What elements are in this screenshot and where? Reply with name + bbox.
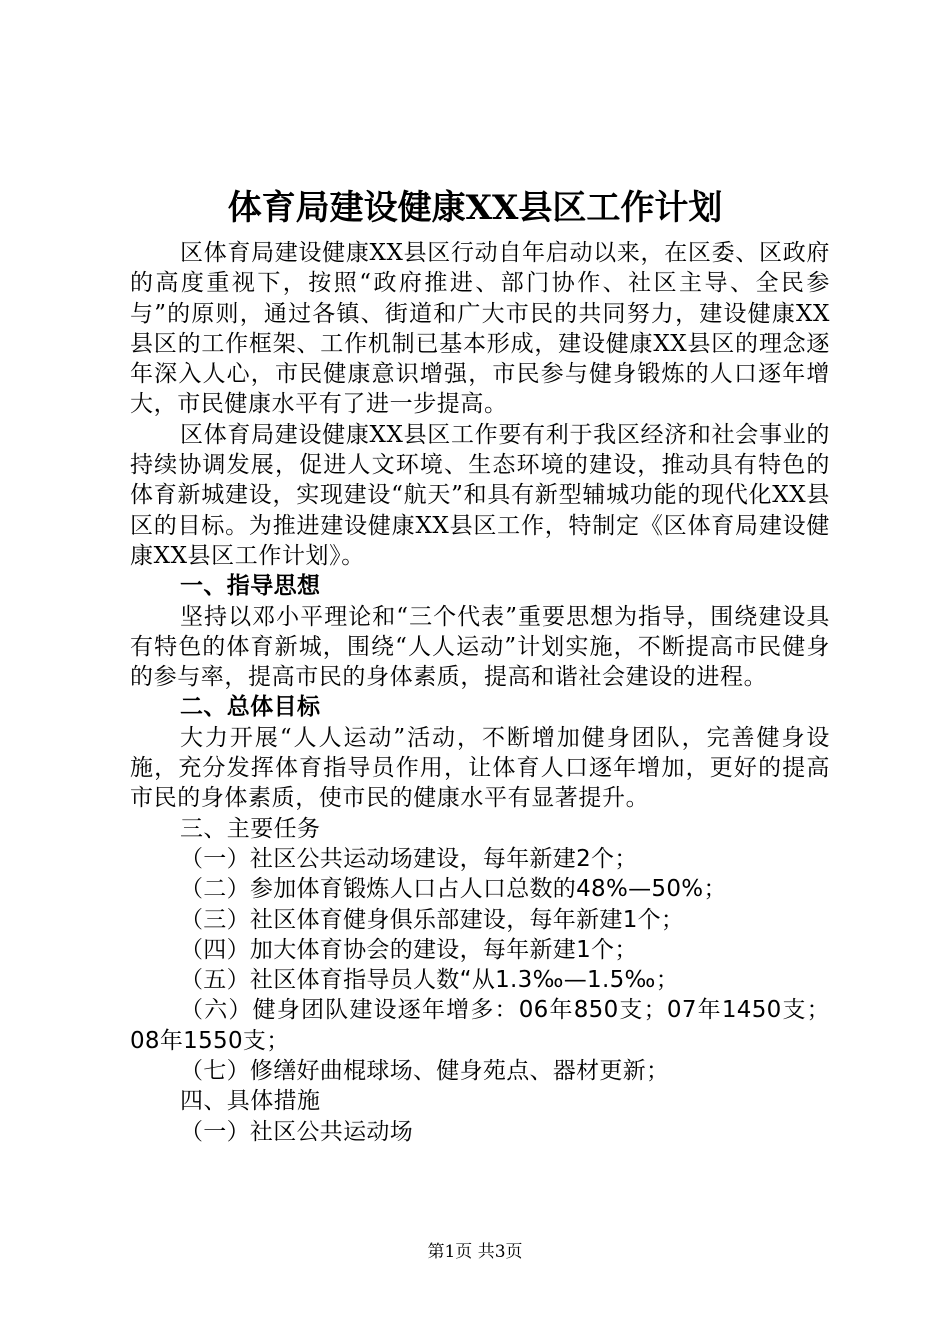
section-heading-guiding-thought: 一、指导思想 [180,573,321,600]
section-text-guiding-thought: 坚持以邓小平理论和“三个代表”重要思想为指导，围绕建设具有特色的体育新城，围绕“人人运动”计划实施，不断提高市民健身的参与率，提高市民的身体素质，提高和谐社会建设的进程。 [130,603,830,691]
task-item-6: （六）健身团队建设逐年增多：06年850支；07年1450支；08年1550支； [130,997,830,1054]
section-heading-main-tasks: 三、主要任务 [180,815,321,842]
measure-item-1: （一）社区公共运动场 [180,1118,413,1145]
task-item-7: （七）修缮好曲棍球场、健身苑点、器材更新； [180,1058,670,1085]
task-item-1: （一）社区公共运动场建设，每年新建2个； [180,845,638,872]
task-item-4: （四）加大体育协会的建设，每年新建1个； [180,936,638,963]
task-item-3: （三）社区体育健身俱乐部建设，每年新建1个； [180,906,685,933]
section-heading-overall-goal: 二、总体目标 [180,694,321,721]
document-title: 体育局建设健康XX县区工作计划 [227,188,723,228]
intro-paragraph-1: 区体育局建设健康XX县区行动自年启动以来，在区委、区政府的高度重视下，按照“政府推进、部门协作、社区主导、全民参与”的原则，通过各镇、街道和广大市民的共同努力，建设健康XX县区的工作框架、工作机制已基本形成，建设健康XX县区的理念逐年深入人心，市民健康意识增强，市民参与健身锻炼的人口逐年增大，市民健康水平有了进一步提高。 [130,240,830,418]
intro-paragraph-2: 区体育局建设健康XX县区工作要有利于我区经济和社会事业的持续协调发展，促进人文环境、生态环境的建设，推动具有特色的体育新城建设，实现建设“航天”和具有新型辅城功能的现代化XX县区的目标。为推进建设健康XX县区工作，特制定《区体育局建设健康XX县区工作计划》。 [130,421,830,569]
section-heading-measures: 四、具体措施 [180,1088,321,1115]
task-item-5: （五）社区体育指导员人数“从1.3‰—1.5‰； [180,967,679,994]
document-body [130,238,830,1147]
page-footer: 第1页 共3页 [427,1242,523,1262]
task-item-2: （二）参加体育锻炼人口占人口总数的48%—50%； [180,876,727,903]
section-text-overall-goal: 大力开展“人人运动”活动，不断增加健身团队，完善健身设施，充分发挥体育指导员作用，让体育人口逐年增加，更好的提高市民的身体素质，使市民的健康水平有显著提升。 [130,724,830,812]
